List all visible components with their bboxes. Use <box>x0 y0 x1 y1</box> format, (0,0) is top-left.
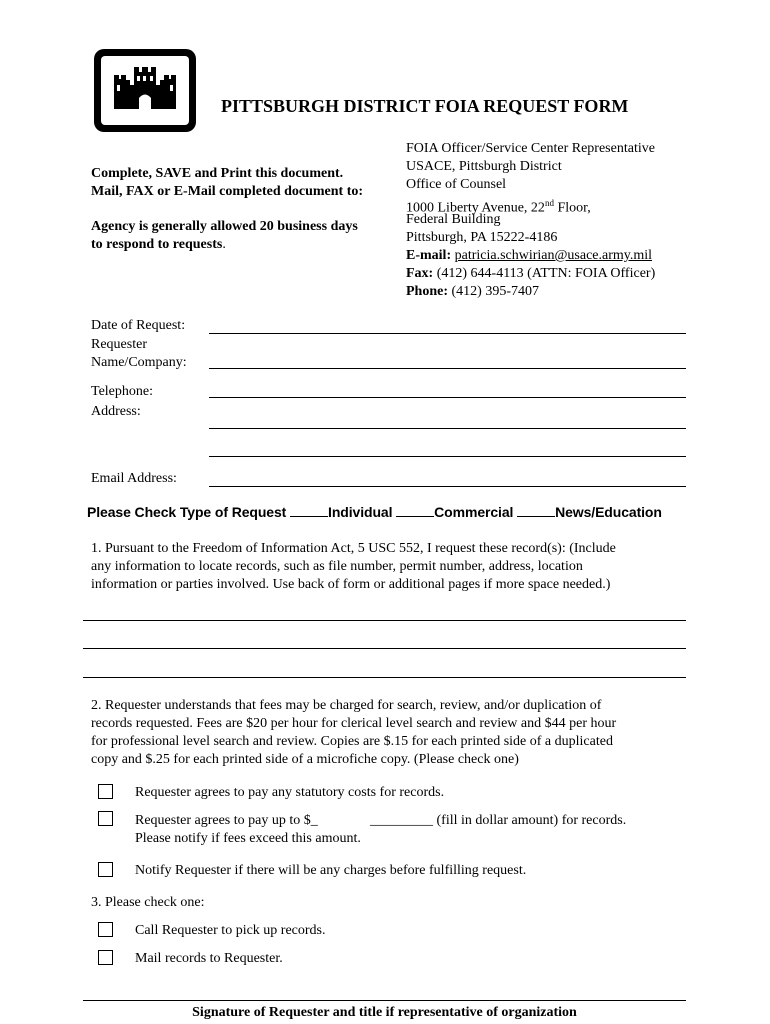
signature-input-line[interactable] <box>83 1000 686 1001</box>
instruction-line-1: Complete, SAVE and Print this document. <box>91 166 344 181</box>
notify-charges-label: Notify Requester if there will be any charges before fulfilling request. <box>135 863 527 878</box>
contact-address-post: Floor, <box>553 200 591 216</box>
request-type-prefix: Please Check Type of Request <box>87 504 291 520</box>
signature-label: Signature of Requester and title if representative of organization <box>192 1005 577 1020</box>
contact-line-1: FOIA Officer/Service Center Representative <box>406 141 655 156</box>
section1-line-3: information or parties involved. Use back of form or additional pages if more space needed.) <box>91 577 611 592</box>
date-label: Date of Request: <box>91 318 186 333</box>
mail-records-checkbox[interactable] <box>98 950 113 965</box>
section1-line-1: 1. Pursuant to the Freedom of Information Act, 5 USC 552, I request these record(s): (Include <box>91 541 616 556</box>
email-label: Email Address: <box>91 471 177 486</box>
notify-charges-checkbox[interactable] <box>98 862 113 877</box>
contact-email-link[interactable]: patricia.schwirian@usace.army.mil <box>454 248 653 263</box>
call-requester-checkbox[interactable] <box>98 922 113 937</box>
contact-line-3: Office of Counsel <box>406 177 507 192</box>
contact-fax <box>406 265 655 283</box>
section1-input-line-1[interactable] <box>83 620 686 621</box>
contact-phone <box>406 283 539 301</box>
news-blank[interactable] <box>517 502 555 517</box>
telephone-label: Telephone: <box>91 384 153 399</box>
usace-castle-logo <box>94 49 196 132</box>
pay-up-to-checkbox[interactable] <box>98 811 113 826</box>
instruction-line-4 <box>91 236 226 254</box>
call-requester-label: Call Requester to pick up records. <box>135 923 326 938</box>
address-input-line-1[interactable] <box>209 428 686 429</box>
section2-line-4: copy and $.25 for each printed side of a microfiche copy. (Please check one) <box>91 752 519 767</box>
contact-line-2: USACE, Pittsburgh District <box>406 159 562 174</box>
contact-address-pre: 1000 Liberty Avenue, 22 <box>406 200 545 216</box>
request-type-individual: Individual <box>328 504 397 520</box>
pay-statutory-label: Requester agrees to pay any statutory costs for records. <box>135 785 445 800</box>
section2-line-1: 2. Requester understands that fees may be charged for search, review, and/or duplication of <box>91 698 602 713</box>
email-input-line[interactable] <box>209 486 686 487</box>
section2-line-3: for professional level search and review. Copies are $.15 for each printed side of a duplicated <box>91 734 613 749</box>
contact-fax-label: Fax: <box>406 266 434 281</box>
commercial-blank[interactable] <box>396 502 434 517</box>
request-type-commercial: Commercial <box>434 504 518 520</box>
request-type-news: News/Education <box>555 504 662 520</box>
contact-phone-value: (412) 395-7407 <box>451 284 539 299</box>
date-input-line[interactable] <box>209 333 686 334</box>
requester-label-1: Requester <box>91 337 147 352</box>
section1-line-2: any information to locate records, such as file number, permit number, address, location <box>91 559 583 574</box>
contact-phone-label: Phone: <box>406 284 448 299</box>
page-title: PITTSBURGH DISTRICT FOIA REQUEST FORM <box>221 96 629 116</box>
contact-line-5: Federal Building <box>406 212 501 227</box>
contact-address-sup: nd <box>544 198 554 208</box>
address-input-line-2[interactable] <box>209 456 686 457</box>
telephone-input-line[interactable] <box>209 397 686 398</box>
address-label: Address: <box>91 404 141 419</box>
contact-email-label: E-mail: <box>406 248 452 263</box>
section3-title: 3. Please check one: <box>91 895 205 910</box>
castle-icon <box>101 56 189 125</box>
section2-line-2: records requested. Fees are $20 per hour for clerical level search and review and $44 per hour <box>91 716 617 731</box>
pay-up-to-label-c: Please notify if fees exceed this amount. <box>135 831 361 846</box>
requester-input-line[interactable] <box>209 368 686 369</box>
contact-fax-value: (412) 644-4113 (ATTN: FOIA Officer) <box>436 266 656 281</box>
pay-up-to-label-b[interactable]: _________ (fill in dollar amount) for records. <box>370 813 627 828</box>
pay-up-to-label-a: Requester agrees to pay up to $_ <box>135 813 318 828</box>
contact-email <box>406 247 652 265</box>
section1-input-line-3[interactable] <box>83 677 686 678</box>
pay-statutory-checkbox[interactable] <box>98 784 113 799</box>
section1-input-line-2[interactable] <box>83 648 686 649</box>
mail-records-label: Mail records to Requester. <box>135 951 283 966</box>
contact-line-6: Pittsburgh, PA 15222-4186 <box>406 230 558 245</box>
instruction-line-2: Mail, FAX or E-Mail completed document to: <box>91 184 364 199</box>
instruction-line-4-period: . <box>222 237 226 252</box>
individual-blank[interactable] <box>290 502 328 517</box>
requester-label-2: Name/Company: <box>91 355 187 370</box>
request-type-row <box>87 502 662 521</box>
instruction-line-3: Agency is generally allowed 20 business days <box>91 219 358 234</box>
instruction-line-4-bold: to respond to requests <box>91 237 223 252</box>
